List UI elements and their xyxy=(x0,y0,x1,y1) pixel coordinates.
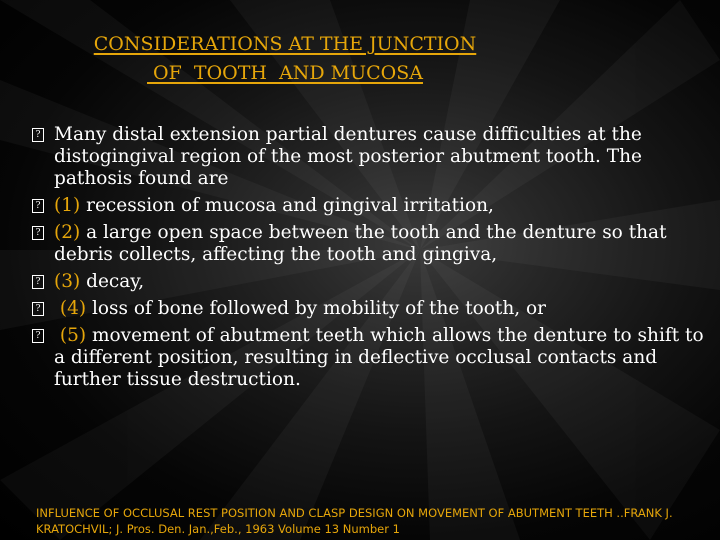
item-number: (5) xyxy=(54,325,87,346)
title-line-2: OF TOOTH AND MUCOSA xyxy=(147,62,423,84)
slide-title xyxy=(0,30,570,88)
bullet-icon: ? xyxy=(32,329,44,343)
item-text: movement of abutment teeth which allows the denture to shift to a different position, resulting in deflective occlusal contacts and further tissue destruction. xyxy=(54,325,704,390)
item-text: Many distal extension partial dentures cause difficulties at the distogingival region of the most posterior abutment tooth. The pathosis found are xyxy=(54,124,642,189)
list-item xyxy=(32,195,712,217)
bullet-icon: ? xyxy=(32,226,44,240)
list-item xyxy=(32,222,712,266)
item-text: recession of mucosa and gingival irritation, xyxy=(80,195,494,216)
item-number: (3) xyxy=(54,271,81,292)
item-text: decay, xyxy=(80,271,145,292)
item-number: (4) xyxy=(54,298,87,319)
bullet-icon: ? xyxy=(32,302,44,316)
item-text: a large open space between the tooth and the denture so that debris collects, affecting the tooth and gingiva, xyxy=(54,222,667,265)
item-text: loss of bone followed by mobility of the tooth, or xyxy=(86,298,547,319)
list-item xyxy=(32,325,712,391)
bullet-icon: ? xyxy=(32,199,44,213)
item-number: (1) xyxy=(54,195,81,216)
reference-citation: INFLUENCE OF OCCLUSAL REST POSITION AND CLASP DESIGN ON MOVEMENT OF ABUTMENT TEETH ..FRANK J. KRATOCHVIL; J. Pros. Den. Jan.,Feb., 1963 Volume 13 Number 1 xyxy=(36,506,673,536)
bullet-icon: ? xyxy=(32,275,44,289)
title-line-1: CONSIDERATIONS AT THE JUNCTION xyxy=(93,33,477,55)
list-item xyxy=(32,271,712,293)
list-item xyxy=(32,298,712,320)
item-number: (2) xyxy=(54,222,81,243)
bullet-icon: ? xyxy=(32,128,44,142)
list-item xyxy=(32,124,712,190)
bullet-list xyxy=(32,124,712,396)
